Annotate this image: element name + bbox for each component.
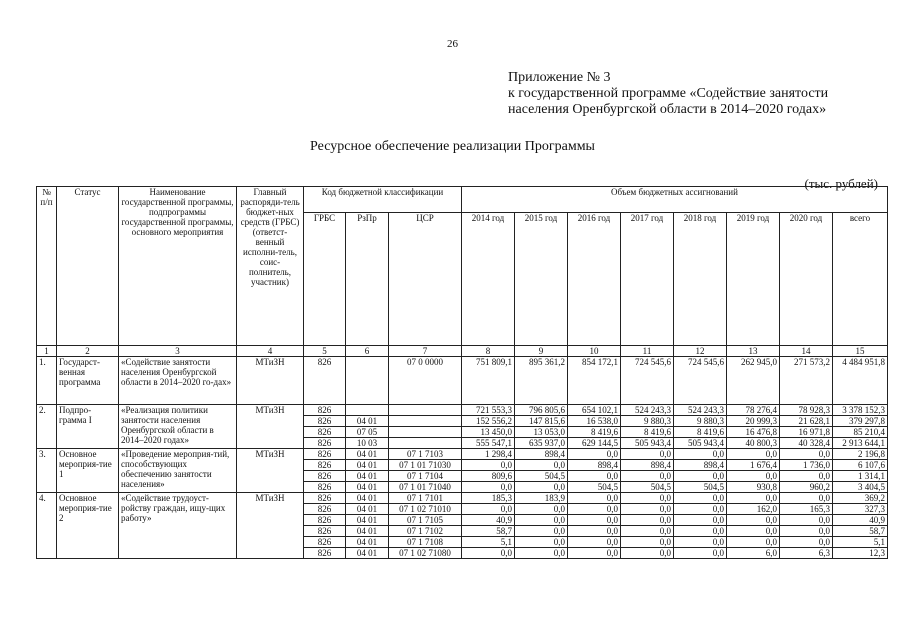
- column-number: 15: [833, 346, 888, 357]
- year-value: 1 298,4: [462, 449, 515, 460]
- year-value: 183,9: [515, 493, 568, 504]
- year-value: 504,5: [621, 482, 674, 493]
- code-grbs: 826: [304, 493, 346, 504]
- page-number: 26: [447, 38, 458, 50]
- column-number: 11: [621, 346, 674, 357]
- column-number: 2: [57, 346, 119, 357]
- column-number-row: [37, 346, 888, 357]
- code-csr: [389, 427, 462, 438]
- year-value: 724 545,6: [621, 357, 674, 405]
- code-grbs: 826: [304, 405, 346, 416]
- total-value: 1 314,1: [833, 471, 888, 482]
- year-value: 0,0: [780, 449, 833, 460]
- units-label: (тыс. рублей): [804, 176, 878, 191]
- year-value: 0,0: [621, 548, 674, 559]
- year-value: 0,0: [568, 449, 621, 460]
- row-main-manager: МТиЗН: [237, 405, 304, 449]
- year-value: 0,0: [780, 526, 833, 537]
- code-csr: 07 1 01 71030: [389, 460, 462, 471]
- code-csr: 07 0 0000: [389, 357, 462, 405]
- row-status: Основное мероприя-тие 1: [57, 449, 119, 493]
- header-main-manager: Главный распоряди-тель бюджет-ных средств (ГРБС) (ответст-венный исполни-тель, соис-полнитель, участник): [237, 187, 304, 346]
- year-value: 0,0: [515, 515, 568, 526]
- total-value: 40,9: [833, 515, 888, 526]
- code-rzpr: 04 01: [346, 526, 389, 537]
- year-value: 0,0: [674, 504, 727, 515]
- year-value: 0,0: [515, 537, 568, 548]
- code-grbs: 826: [304, 471, 346, 482]
- year-value: 0,0: [674, 449, 727, 460]
- code-rzpr: 04 01: [346, 471, 389, 482]
- column-number: 12: [674, 346, 727, 357]
- code-grbs: 826: [304, 548, 346, 559]
- year-value: 0,0: [568, 493, 621, 504]
- year-value: 1 736,0: [780, 460, 833, 471]
- year-value: 0,0: [727, 471, 780, 482]
- year-value: 0,0: [780, 537, 833, 548]
- code-grbs: 826: [304, 515, 346, 526]
- header-status: Статус: [57, 187, 119, 346]
- row-num: 3.: [37, 449, 57, 493]
- year-value: 13 053,0: [515, 427, 568, 438]
- row-main-manager: МТиЗН: [237, 493, 304, 559]
- row-status: Основное мероприя-тие 2: [57, 493, 119, 559]
- column-number: 1: [37, 346, 57, 357]
- year-value: 8 419,6: [621, 427, 674, 438]
- code-grbs: 826: [304, 357, 346, 405]
- total-value: 2 913 644,1: [833, 438, 888, 449]
- year-value: 898,4: [674, 460, 727, 471]
- code-rzpr: 10 03: [346, 438, 389, 449]
- year-value: 721 553,3: [462, 405, 515, 416]
- year-value: 0,0: [674, 537, 727, 548]
- year-value: 147 815,6: [515, 416, 568, 427]
- total-value: 327,3: [833, 504, 888, 515]
- year-value: 0,0: [568, 504, 621, 515]
- code-csr: 07 1 02 71080: [389, 548, 462, 559]
- header-volume-group: Объем бюджетных ассигнований: [462, 187, 888, 213]
- total-value: 3 404,5: [833, 482, 888, 493]
- header-year: 2018 год: [674, 213, 727, 346]
- year-value: 898,4: [568, 460, 621, 471]
- year-value: 504,5: [515, 471, 568, 482]
- year-value: 0,0: [515, 526, 568, 537]
- year-value: 555 547,1: [462, 438, 515, 449]
- code-rzpr: 04 01: [346, 504, 389, 515]
- year-value: 0,0: [780, 471, 833, 482]
- year-value: 1 676,4: [727, 460, 780, 471]
- header-year: 2016 год: [568, 213, 621, 346]
- header-code-rzpr: РзПр: [346, 213, 389, 346]
- code-csr: 07 1 01 71040: [389, 482, 462, 493]
- year-value: 0,0: [621, 515, 674, 526]
- year-value: 930,8: [727, 482, 780, 493]
- year-value: 0,0: [621, 493, 674, 504]
- row-num: 4.: [37, 493, 57, 559]
- year-value: 0,0: [462, 482, 515, 493]
- year-value: 0,0: [568, 515, 621, 526]
- year-value: 78 276,4: [727, 405, 780, 416]
- year-value: 185,3: [462, 493, 515, 504]
- year-value: 0,0: [674, 493, 727, 504]
- year-value: 0,0: [515, 504, 568, 515]
- year-value: 152 556,2: [462, 416, 515, 427]
- year-value: 524 243,3: [674, 405, 727, 416]
- total-value: 12,3: [833, 548, 888, 559]
- total-value: 3 378 152,3: [833, 405, 888, 416]
- code-csr: 07 1 7108: [389, 537, 462, 548]
- year-value: 0,0: [674, 526, 727, 537]
- code-grbs: 826: [304, 427, 346, 438]
- document-title: Ресурсное обеспечение реализации Программы: [310, 139, 595, 154]
- appendix-line: к государственной программе «Содействие занятости: [508, 86, 829, 101]
- table-row: [37, 357, 888, 405]
- code-csr: 07 1 7105: [389, 515, 462, 526]
- year-value: 898,4: [621, 460, 674, 471]
- table-row: [37, 449, 888, 460]
- year-value: 0,0: [674, 515, 727, 526]
- year-value: 0,0: [621, 449, 674, 460]
- appendix-line: населения Оренбургской области в 2014–2020 годах»: [508, 102, 827, 117]
- year-value: 505 943,4: [674, 438, 727, 449]
- total-value: 5,1: [833, 537, 888, 548]
- code-csr: 07 1 02 71010: [389, 504, 462, 515]
- year-value: 0,0: [621, 537, 674, 548]
- year-value: 21 628,1: [780, 416, 833, 427]
- code-csr: 07 1 7104: [389, 471, 462, 482]
- year-value: 0,0: [568, 548, 621, 559]
- row-main-manager: МТиЗН: [237, 357, 304, 405]
- code-grbs: 826: [304, 482, 346, 493]
- code-rzpr: 04 01: [346, 548, 389, 559]
- code-csr: [389, 405, 462, 416]
- row-name: «Содействие трудоуст-ройству граждан, ищу-щих работу»: [119, 493, 237, 559]
- column-number: 10: [568, 346, 621, 357]
- header-year: 2017 год: [621, 213, 674, 346]
- year-value: 16 538,0: [568, 416, 621, 427]
- year-value: 8 419,6: [674, 427, 727, 438]
- year-value: 6,0: [727, 548, 780, 559]
- year-value: 165,3: [780, 504, 833, 515]
- year-value: 654 102,1: [568, 405, 621, 416]
- header-year: 2015 год: [515, 213, 568, 346]
- year-value: 960,2: [780, 482, 833, 493]
- year-value: 0,0: [727, 449, 780, 460]
- year-value: 40,9: [462, 515, 515, 526]
- header-year: 2019 год: [727, 213, 780, 346]
- year-value: 78 928,3: [780, 405, 833, 416]
- header-code-group: Код бюджетной классификации: [304, 187, 462, 213]
- year-value: 635 937,0: [515, 438, 568, 449]
- column-number: 3: [119, 346, 237, 357]
- code-rzpr: 04 01: [346, 449, 389, 460]
- header-num: № п/п: [37, 187, 57, 346]
- year-value: 9 880,3: [621, 416, 674, 427]
- year-value: 504,5: [568, 482, 621, 493]
- header-total: всего: [833, 213, 888, 346]
- column-number: 6: [346, 346, 389, 357]
- code-rzpr: [346, 357, 389, 405]
- code-csr: [389, 416, 462, 427]
- year-value: 0,0: [515, 482, 568, 493]
- appendix-line: Приложение № 3: [508, 70, 611, 85]
- header-code-grbs: ГРБС: [304, 213, 346, 346]
- year-value: 0,0: [621, 504, 674, 515]
- row-num: 2.: [37, 405, 57, 449]
- column-number: 5: [304, 346, 346, 357]
- code-rzpr: 04 01: [346, 416, 389, 427]
- header-year: 2014 год: [462, 213, 515, 346]
- year-value: 504,5: [674, 482, 727, 493]
- year-value: 162,0: [727, 504, 780, 515]
- year-value: 0,0: [727, 526, 780, 537]
- total-value: 379 297,8: [833, 416, 888, 427]
- year-value: 5,1: [462, 537, 515, 548]
- code-grbs: 826: [304, 438, 346, 449]
- year-value: 13 450,0: [462, 427, 515, 438]
- year-value: 898,4: [515, 449, 568, 460]
- total-value: 369,2: [833, 493, 888, 504]
- column-number: 9: [515, 346, 568, 357]
- year-value: 0,0: [621, 526, 674, 537]
- code-csr: 07 1 7101: [389, 493, 462, 504]
- code-grbs: 826: [304, 504, 346, 515]
- year-value: 0,0: [727, 537, 780, 548]
- row-status: Подпро-грамма I: [57, 405, 119, 449]
- year-value: 524 243,3: [621, 405, 674, 416]
- column-number: 14: [780, 346, 833, 357]
- header-code-csr: ЦСР: [389, 213, 462, 346]
- row-num: 1.: [37, 357, 57, 405]
- year-value: 629 144,5: [568, 438, 621, 449]
- code-rzpr: 04 01: [346, 493, 389, 504]
- year-value: 0,0: [780, 515, 833, 526]
- year-value: 0,0: [462, 460, 515, 471]
- total-value: 4 484 951,8: [833, 357, 888, 405]
- year-value: 40 800,3: [727, 438, 780, 449]
- code-grbs: 826: [304, 526, 346, 537]
- column-number: 4: [237, 346, 304, 357]
- year-value: 0,0: [568, 526, 621, 537]
- header-year: 2020 год: [780, 213, 833, 346]
- year-value: 16 476,8: [727, 427, 780, 438]
- year-value: 40 328,4: [780, 438, 833, 449]
- year-value: 0,0: [674, 471, 727, 482]
- year-value: 0,0: [727, 493, 780, 504]
- year-value: 0,0: [727, 515, 780, 526]
- year-value: 58,7: [462, 526, 515, 537]
- year-value: 796 805,6: [515, 405, 568, 416]
- year-value: 751 809,1: [462, 357, 515, 405]
- year-value: 505 943,4: [621, 438, 674, 449]
- code-grbs: 826: [304, 460, 346, 471]
- budget-table: [36, 186, 888, 559]
- code-rzpr: 04 01: [346, 460, 389, 471]
- code-csr: [389, 438, 462, 449]
- code-grbs: 826: [304, 537, 346, 548]
- year-value: 271 573,2: [780, 357, 833, 405]
- year-value: 0,0: [515, 460, 568, 471]
- table-row: [37, 405, 888, 416]
- appendix-header: [508, 70, 888, 118]
- row-main-manager: МТиЗН: [237, 449, 304, 493]
- year-value: 0,0: [462, 504, 515, 515]
- row-status: Государст-венная программа: [57, 357, 119, 405]
- year-value: 0,0: [674, 548, 727, 559]
- row-name: «Содействие занятости населения Оренбургской области в 2014–2020 го-дах»: [119, 357, 237, 405]
- year-value: 16 971,8: [780, 427, 833, 438]
- year-value: 262 945,0: [727, 357, 780, 405]
- year-value: 809,6: [462, 471, 515, 482]
- year-value: 0,0: [621, 471, 674, 482]
- column-number: 7: [389, 346, 462, 357]
- code-rzpr: [346, 405, 389, 416]
- code-rzpr: 04 01: [346, 537, 389, 548]
- year-value: 0,0: [462, 548, 515, 559]
- code-rzpr: 04 01: [346, 482, 389, 493]
- year-value: 724 545,6: [674, 357, 727, 405]
- code-grbs: 826: [304, 416, 346, 427]
- total-value: 6 107,6: [833, 460, 888, 471]
- year-value: 0,0: [568, 537, 621, 548]
- total-value: 2 196,8: [833, 449, 888, 460]
- total-value: 58,7: [833, 526, 888, 537]
- year-value: 0,0: [515, 548, 568, 559]
- year-value: 854 172,1: [568, 357, 621, 405]
- row-name: «Реализация политики занятости населения Оренбургской области в 2014–2020 годах»: [119, 405, 237, 449]
- year-value: 8 419,6: [568, 427, 621, 438]
- code-csr: 07 1 7102: [389, 526, 462, 537]
- year-value: 895 361,2: [515, 357, 568, 405]
- column-number: 8: [462, 346, 515, 357]
- year-value: 0,0: [568, 471, 621, 482]
- code-rzpr: 07 05: [346, 427, 389, 438]
- code-csr: 07 1 7103: [389, 449, 462, 460]
- year-value: 6,3: [780, 548, 833, 559]
- code-rzpr: 04 01: [346, 515, 389, 526]
- header-name: Наименование государственной программы, подпрограммы государственной программы, основного мероприятия: [119, 187, 237, 346]
- year-value: 9 880,3: [674, 416, 727, 427]
- year-value: 20 999,3: [727, 416, 780, 427]
- row-name: «Проведение мероприя-тий, способствующих обеспечению занятости населения»: [119, 449, 237, 493]
- code-grbs: 826: [304, 449, 346, 460]
- column-number: 13: [727, 346, 780, 357]
- table-row: [37, 493, 888, 504]
- total-value: 85 210,4: [833, 427, 888, 438]
- year-value: 0,0: [780, 493, 833, 504]
